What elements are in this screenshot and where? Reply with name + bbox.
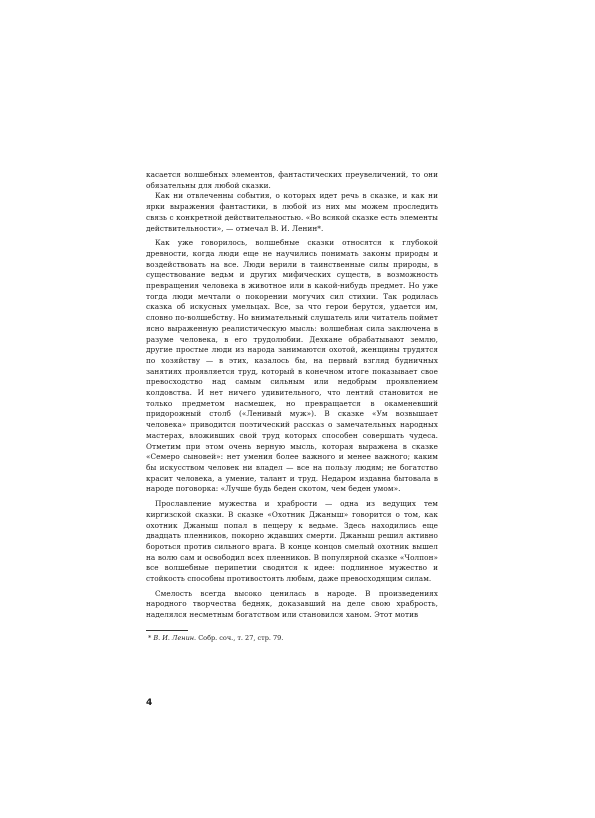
paragraph-bravery: Смелость всегда высоко ценилась в народе. В произведениях народного творчества бедняк, доказавший на деле свою храбрость, наделялся несметным богатством или становился ханом. Этот мотив [146,588,438,620]
footnote-text: Собр. соч., т. 27, стр. 79. [196,633,284,642]
footnote [146,634,438,643]
page-body [146,170,438,643]
footnote-divider [146,630,188,631]
paragraph-courage: Прославление мужества и храбрости — одна из ведущих тем киргизской сказки. В сказке «Охотник Джаныш» говорится о том, как охотник Джаныш попал в пещеру к ведьме. Здесь находились еще двадцать пленников, покорно ждавших смерти. Джаныш решил активно бороться против сильного врага. В конце концов смелый охотник вышел на волю сам и освободил всех пленников. В популярной сказке «Чолпон» все волшебные перипетии сводятся к идее: подлинное мужество и стойкость способны противостоять любым, даже превосходящим силам. [146,499,438,584]
paragraph-reality: Как ни отвлеченны события, о которых идет речь в сказке, и как ни ярки выражения фантастики, в любой из них мы можем проследить связь с конкретной действительностью. «Во всякой сказке есть элементы действительности», — отмечал В. И. Ленин*. [146,191,438,233]
page-number: 4 [146,698,153,708]
footnote-author: * В. И. Ленин. [148,633,197,642]
paragraph-continuation: касается волшебных элементов, фантастических преувеличений, то они обязательны для любой сказки. [146,170,438,190]
paragraph-origins: Как уже говорилось, волшебные сказки относятся к глубокой древности, когда люди еще не научились понимать законы природы и воздействовать на все. Люди верили в таинственные силы природы, в существование ведьм и других мифических существ, в возможность превращения человека в животное или в какой-нибудь предмет. Но уже тогда люди мечтали о покорении могучих сил стихии. Так родилась сказка об искусных умельцах. Все, за что герои берутся, удается им, словно по-волшебству. Но внимательный слушатель или читатель поймет ясно выраженную реалистическую мысль: волшебная сила заключена в разуме человека, в его трудолюбии. Дехкане обрабатывают землю, другие простые люди из народа занимаются охотой, женщины трудятся по хозяйству — в этих, казалось бы, на первый взгляд будничных занятиях проявляется труд, который в конечном итоге показывает свое превосходство над самым сильным или недобрым проявлением колдовства. И нет ничего удивительного, что лентяй становится не только предметом насмешек, но превращается в окаменевший придорожный столб («Ленивый муж»). В сказке «Ум возвышает человека» приводится поэтический рассказ о замечательных народных мастерах, вложивших свой труд которых способен совершать чудеса. Отметим при этом очень верную мысль, которая выражена в сказке «Семеро сыновей»: нет умения более важного и менее важного; каким бы искусством человек ни владел — все на пользу людям; не богатство красит человека, а умение, талант и труд. Недаром издавна бытовала в народе поговорка: «Лучше будь беден скотом, чем беден умом». [146,238,438,494]
